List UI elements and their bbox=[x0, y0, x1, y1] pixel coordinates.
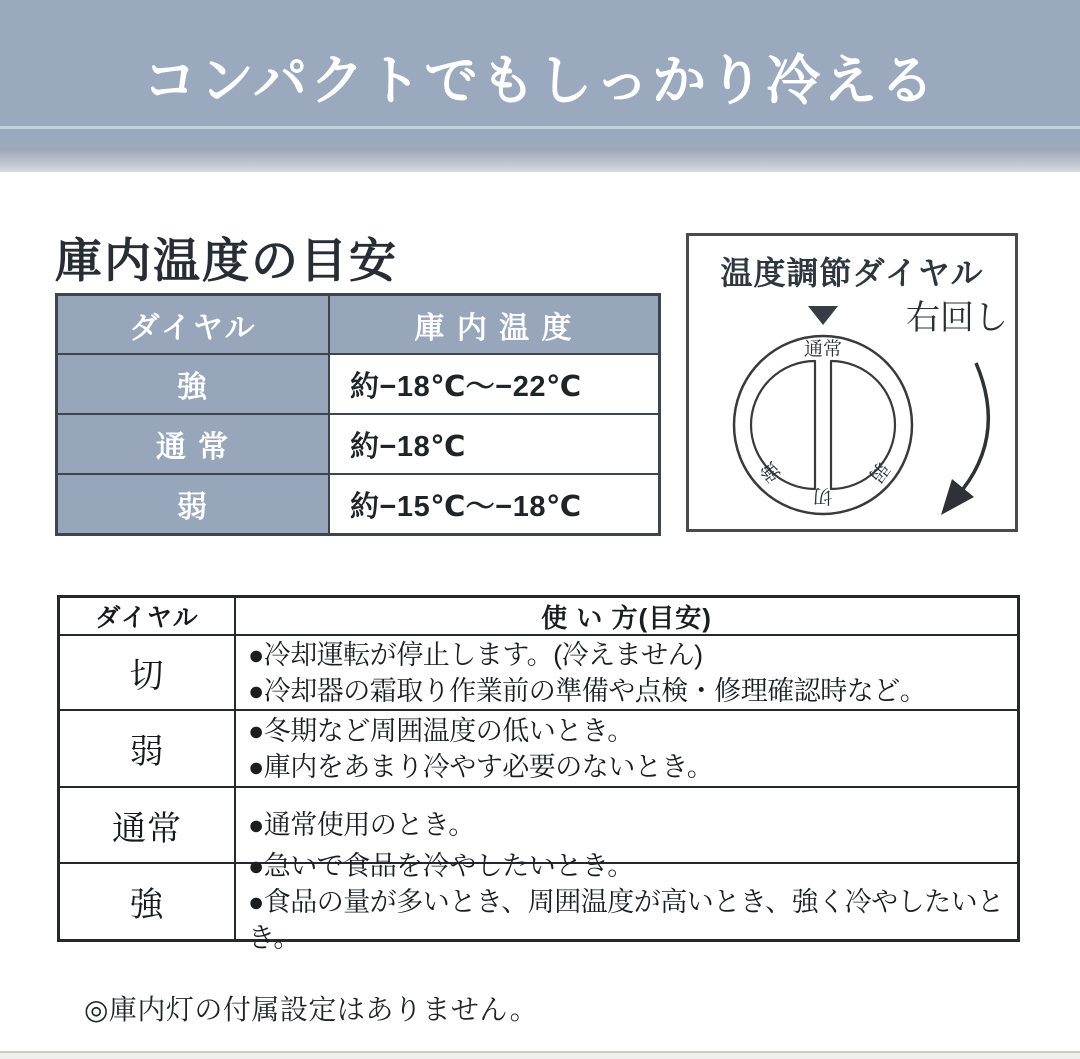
temperature-table bbox=[55, 293, 661, 536]
column-header-temp: 庫 内 温 度 bbox=[330, 296, 658, 353]
dial-label: 強 bbox=[60, 864, 236, 939]
dial-position-weak: 弱 bbox=[864, 457, 893, 486]
usage-line: ●食品の量が多いとき、周囲温度が高いとき、強く冷やしたいとき。 bbox=[248, 886, 1004, 953]
column-header-dial: ダイヤル bbox=[58, 296, 330, 353]
dial-position-off: 切 bbox=[813, 485, 833, 506]
table-row bbox=[58, 353, 658, 413]
banner-gradient bbox=[0, 148, 1080, 172]
footer-note: ◎庫内灯の付属設定はありません。 bbox=[84, 994, 539, 1025]
rotation-direction-label: 右回し bbox=[906, 299, 1008, 337]
section-title: 庫内温度の目安 bbox=[55, 234, 398, 287]
table-row bbox=[60, 850, 1017, 953]
dial-label: 切 bbox=[60, 636, 236, 709]
usage-table-header bbox=[60, 598, 1017, 634]
clockwise-arrowhead-icon bbox=[941, 479, 974, 515]
usage-line: ●冷却運転が停止します。(冷えません) bbox=[248, 639, 703, 670]
dial-label: 弱 bbox=[60, 711, 236, 786]
header-banner bbox=[0, 0, 1080, 172]
dial-label: 弱 bbox=[58, 475, 330, 533]
table-row bbox=[58, 473, 658, 533]
usage-line: ●冬期など周囲温度の低いとき。 bbox=[248, 715, 634, 746]
table-row bbox=[60, 709, 1017, 786]
clockwise-arrow-curve bbox=[963, 363, 988, 489]
temp-value: 約−15℃〜−18℃ bbox=[330, 475, 658, 533]
dial-diagram-panel bbox=[686, 233, 1018, 532]
usage-line: ●庫内をあまり冷やす必要のないとき。 bbox=[248, 751, 714, 782]
dial-position-strong: 強 bbox=[757, 457, 786, 486]
column-header-dial: ダイヤル bbox=[60, 598, 236, 634]
temp-value: 約−18℃〜−22℃ bbox=[330, 355, 658, 413]
banner-sub-band bbox=[0, 129, 1080, 148]
dial-label: 通 常 bbox=[58, 415, 330, 473]
usage-table bbox=[57, 595, 1020, 953]
column-header-usage: 使 い 方(目安) bbox=[541, 602, 712, 633]
temperature-dial-diagram bbox=[689, 285, 1021, 531]
usage-line: ●通常使用のとき。 bbox=[248, 810, 475, 840]
usage-line: ●急いで食品を冷やしたいとき。 bbox=[248, 850, 634, 881]
usage-line: ●冷却器の霜取り作業前の準備や点検・修理確認時など。 bbox=[248, 675, 927, 706]
table-row bbox=[58, 413, 658, 473]
dial-label: 通常 bbox=[60, 788, 236, 862]
temperature-table-header bbox=[58, 296, 658, 353]
banner-band bbox=[0, 0, 1080, 126]
usage-cell bbox=[236, 850, 1017, 953]
usage-cell bbox=[236, 636, 1017, 709]
dial-pointer-icon bbox=[808, 306, 838, 325]
bottom-strip bbox=[0, 1051, 1080, 1059]
temp-value: 約−18℃ bbox=[330, 415, 658, 473]
dial-position-normal: 通常 bbox=[803, 339, 843, 360]
usage-cell bbox=[236, 711, 1017, 786]
table-row bbox=[60, 634, 1017, 709]
dial-label: 強 bbox=[58, 355, 330, 413]
dial-panel-title: 温度調節ダイヤル bbox=[720, 255, 984, 291]
banner-title: コンパクトでもしっかり冷える bbox=[142, 51, 938, 111]
